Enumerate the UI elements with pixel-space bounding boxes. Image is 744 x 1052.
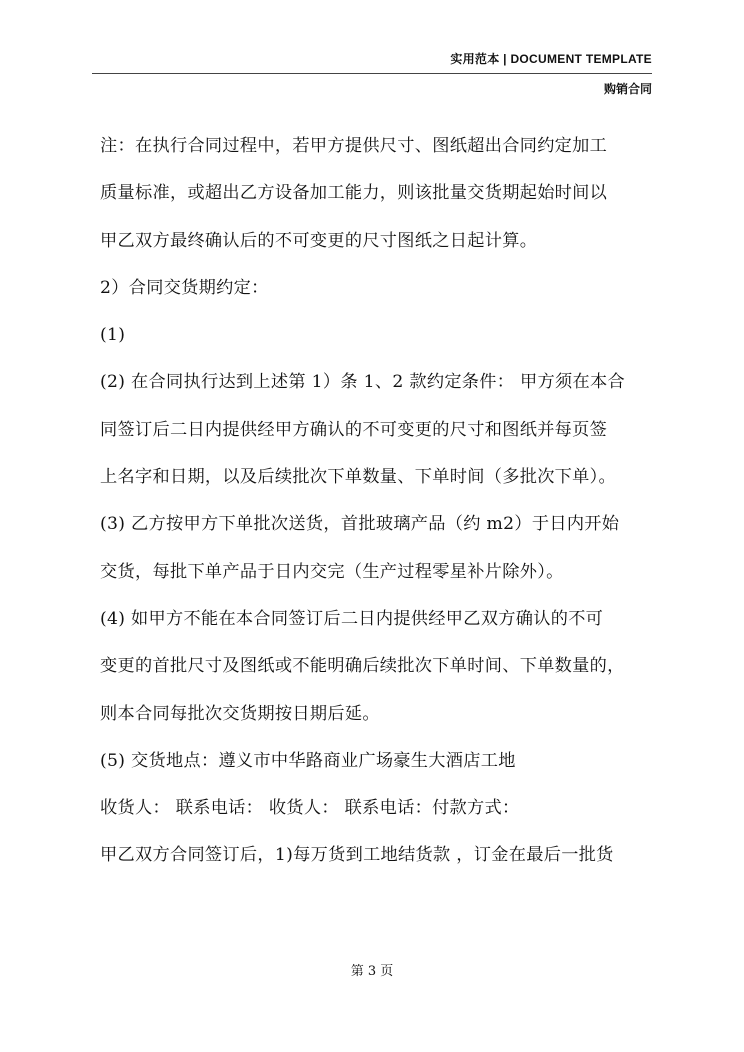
page-number: 第 3 页 <box>350 964 394 979</box>
text-line: (4) 如甲方不能在本合同签订后二日内提供经甲乙双方确认的不可 <box>100 608 604 629</box>
text-line: 收货人： 联系电话： 收货人： 联系电话：付款方式： <box>100 798 520 819</box>
text-line: 2）合同交货期约定： <box>100 277 269 298</box>
text-line: 注：在执行合同过程中，若甲方提供尺寸、图纸超出合同约定加工 <box>100 136 608 156</box>
text-line: 则本合同每批次交货期按日期后延。 <box>100 703 380 724</box>
text-line: 上名字和日期，以及后续批次下单数量、下单时间（多批次下单）。 <box>100 467 617 488</box>
page-header <box>92 50 652 97</box>
text-line: 质量标准，或超出乙方设备加工能力，则该批量交货期起始时间以 <box>100 183 608 204</box>
text-line: 交货，每批下单产品于日内交完（生产过程零星补片除外）。 <box>100 561 564 582</box>
text-line: (3) 乙方按甲方下单批次送货，首批玻璃产品（约 m2）于日内开始 <box>100 514 620 535</box>
text-line: 甲乙双方最终确认后的不可变更的尺寸图纸之日起计算。 <box>100 230 538 251</box>
text-line: 同签订后二日内提供经甲方确认的不可变更的尺寸和图纸并每页签 <box>100 419 608 440</box>
header-divider <box>92 73 652 74</box>
text-line: (1) <box>100 325 126 346</box>
text-line: 变更的首批尺寸及图纸或不能明确后续批次下单时间、下单数量的， <box>100 656 625 677</box>
text-line: 甲乙双方合同签订后，1)每万货到工地结货款 ，订金在最后一批货 <box>100 845 614 866</box>
text-line: (2) 在合同执行达到上述第 1）条 1、2 款约定条件： 甲方须在本合 <box>100 372 625 393</box>
document-body <box>100 135 656 892</box>
document-title: 购销合同 <box>603 82 652 96</box>
text-line: (5) 交货地点：遵义市中华路商业广场豪生大酒店工地 <box>100 750 516 771</box>
header-brand: 实用范本 | DOCUMENT TEMPLATE <box>450 52 652 66</box>
